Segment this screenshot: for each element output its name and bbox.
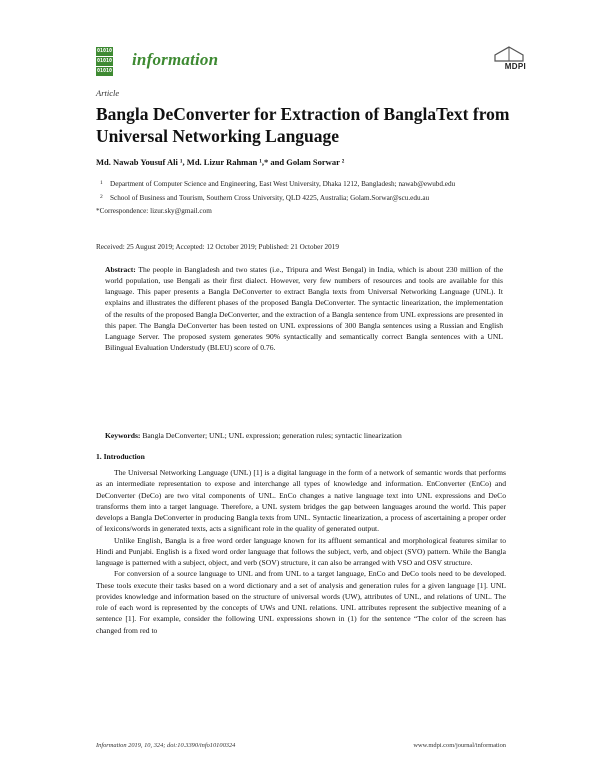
affiliations bbox=[96, 179, 526, 217]
body-paragraph: Unlike English, Bangla is a free word order language known for its affluent semantical and morphological features similar to Hindi and Punjabi. English is a fixed word order language that follows the subject, verb, and object (SVO) pattern. While the Bangla language is patterned with a subject, object, and verb (SOV) structure, it can also be arranged with VSO and OSV structure. bbox=[96, 535, 506, 567]
footer-url[interactable]: www.mdpi.com/journal/information bbox=[413, 742, 506, 749]
keywords bbox=[105, 431, 505, 440]
paper-title: Bangla DeConverter for Extraction of BanglaText from Universal Networking Language bbox=[96, 104, 510, 146]
logo-bits-row: 01010 bbox=[97, 48, 113, 54]
affiliation-text: School of Business and Tourism, Southern Cross University, QLD 4225, Australia; Golam.Sorwar@scu.edu.au bbox=[110, 193, 430, 202]
affiliation-item bbox=[96, 179, 526, 190]
author-list: Md. Nawab Yousuf Ali ¹, Md. Lizur Rahman ¹,* and Golam Sorwar ² bbox=[96, 157, 345, 167]
affiliation-number: 1 bbox=[100, 180, 103, 186]
publisher-name: MDPI bbox=[504, 62, 526, 71]
abstract bbox=[105, 264, 503, 353]
body-paragraph: The Universal Networking Language (UNL) [1] is a digital language in the form of a network of semantic words that performs as an intermediate representation to expose and interchange all types of knowledge and information. EnConverter (EnCo) and DeConverter (DeCo) are two vital components of UNL. EnCo changes a native language text into UNL expressions and DeCo transforms them into a target language. Therefore, a UNL system bridges the gap between languages around the world. This paper develops a Bangla DeConverter in producing Bangla texts from UNL. Syntactic linearization, a process of ascertaining a proper order of lexicons/words in generated texts, acts a significant role in the quality of generated output. bbox=[96, 468, 506, 534]
abstract-label: Abstract: bbox=[105, 265, 136, 274]
logo-bits-row: 01010 bbox=[97, 58, 113, 64]
section-body bbox=[96, 467, 506, 636]
keywords-text: Bangla DeConverter; UNL; UNL expression; generation rules; syntactic linearization bbox=[142, 431, 402, 440]
logo-bits-row: 01010 bbox=[97, 68, 113, 74]
footer-citation: Information 2019, 10, 324; doi:10.3390/info10100324 bbox=[96, 742, 236, 749]
affiliation-item bbox=[96, 193, 526, 204]
page-footer bbox=[96, 742, 506, 749]
journal-name: information bbox=[132, 50, 219, 69]
abstract-text: The people in Bangladesh and two states (i.e., Tripura and West Bengal) in India, which is about 230 million of the world population, use Bengali as their first dialect. However, very few numbers of resources and tools are available for this language. This paper presents a Bangla DeConverter to extract Bangla texts from Universal Networking Language (UNL). It explains and illustrates the different phases of the proposed Bangla DeConverter. The syntactic linearization, the implementation of the results of the proposed Bangla DeConverter, and the extraction of a Bangla sentence from UNL expressions are presented in this paper. The Bangla DeConverter has been tested on UNL expressions of 300 Bangla sentences using a Russian and English Language Server. The proposed system generates 90% syntactically and semantically correct Bangla sentences with a UNL Bilingual Evaluation Understudy (BLEU) score of 0.76. bbox=[105, 265, 503, 353]
mdpi-logo-icon bbox=[492, 46, 526, 76]
journal-logo-icon bbox=[96, 47, 128, 77]
affiliation-text: Department of Computer Science and Engineering, East West University, Dhaka 1212, Bangladesh; nawab@ewubd.edu bbox=[110, 180, 456, 188]
keywords-label: Keywords: bbox=[105, 431, 141, 440]
correspondence: *Correspondence: lizur.sky@gmail.com bbox=[96, 207, 212, 215]
article-type: Article bbox=[96, 88, 120, 98]
affiliation-number: 2 bbox=[100, 193, 103, 200]
journal-header bbox=[96, 44, 526, 80]
body-paragraph: For conversion of a source language to UNL and from UNL to a target language, EnCo and DeCo tools need to be developed. These tools execute their tasks based on a word dictionary and a set of analysis and generation rules for a given language [1]. UNL provides knowledge and information based on the structure of universal words (UW), attributes of UNL, and relations of UNL. The role of each word is represented by the concepts of UWs and UNL relations. UNL attributes represent the subjective meaning of a sentence [1]. For example, consider the following UNL expressions shown in (1) for the sentence “The color of the screen has changed from red to bbox=[96, 569, 506, 635]
section-heading: 1. Introduction bbox=[96, 452, 145, 461]
publication-dates: Received: 25 August 2019; Accepted: 12 October 2019; Published: 21 October 2019 bbox=[96, 243, 339, 251]
